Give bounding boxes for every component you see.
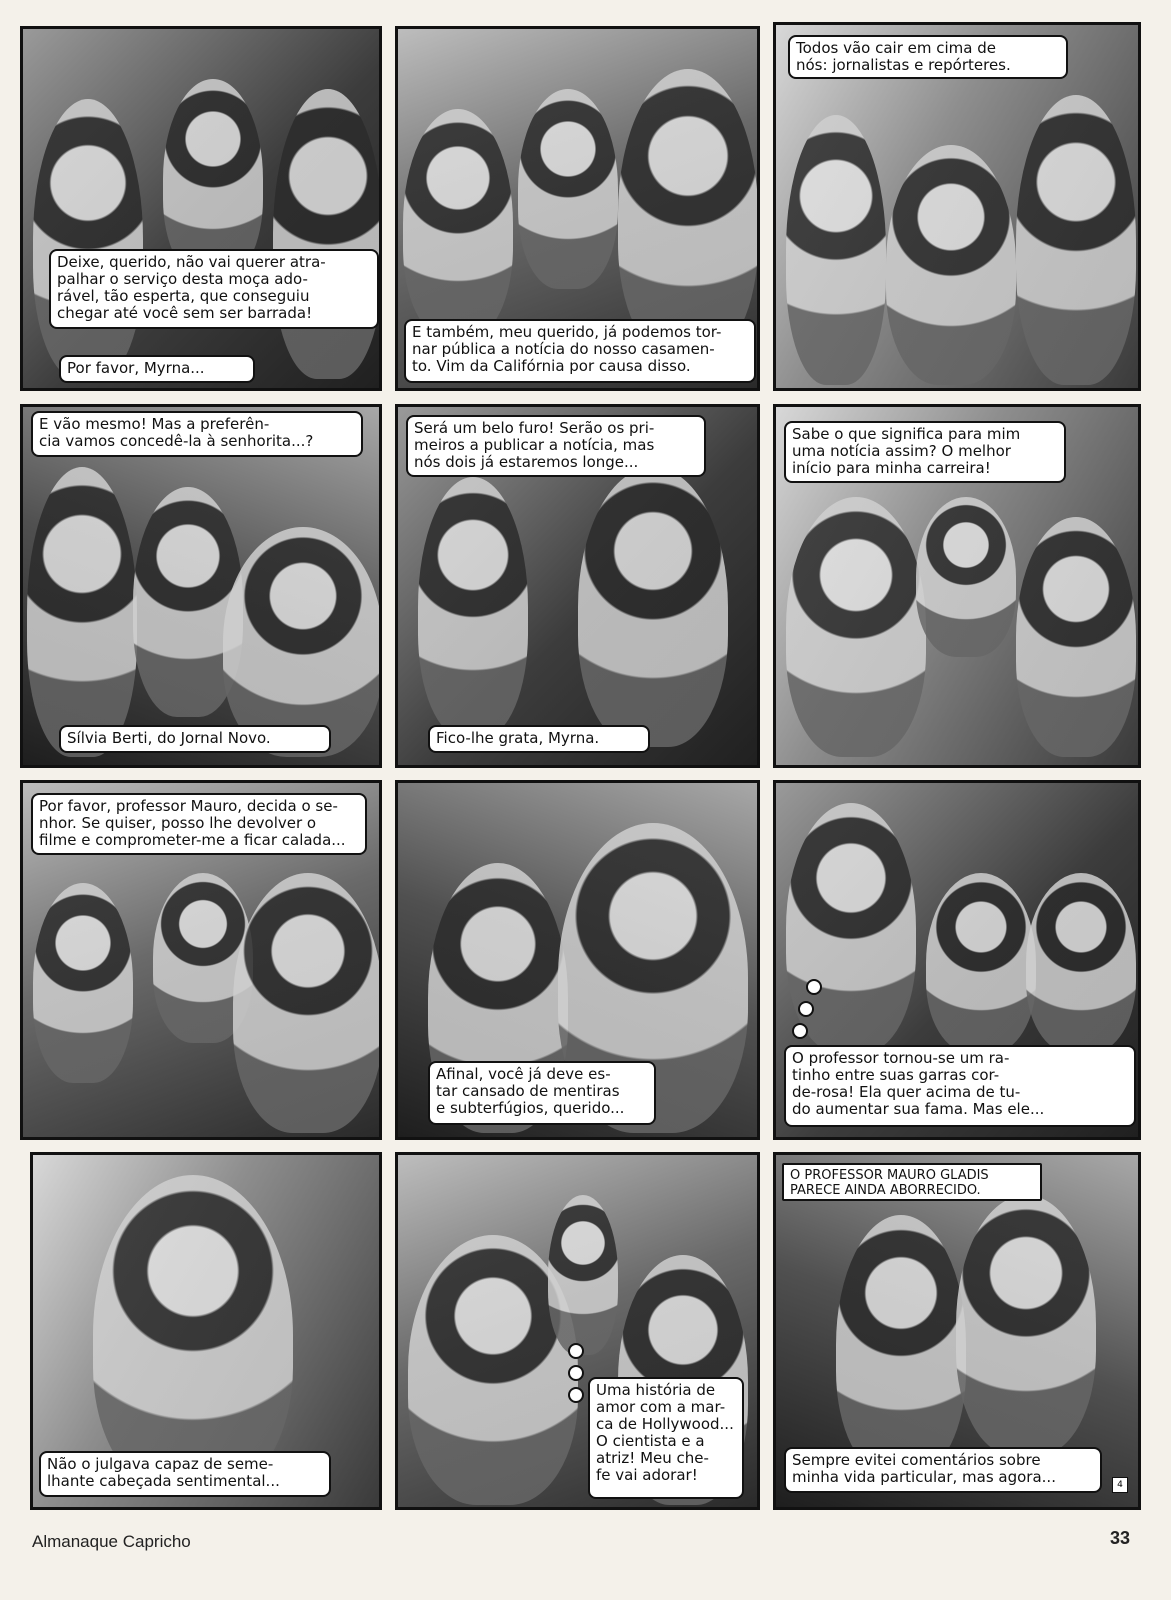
character-figure	[33, 99, 143, 379]
thought-bubble-dot	[798, 1001, 814, 1017]
speech-caption: Por favor, professor Mauro, decida o se- nhor. Se quiser, posso lhe devolver o filme e comprometer-me a ficar calada...	[31, 793, 367, 855]
speech-caption: O professor tornou-se um ra- tinho entre suas garras cor- de-rosa! Ela quer acima de tu- do aumentar sua fama. Mas ele...	[784, 1045, 1136, 1127]
character-figure	[786, 115, 886, 385]
character-figure	[27, 467, 137, 757]
comic-panel-11	[395, 1152, 760, 1510]
character-figure	[548, 1195, 618, 1355]
thought-bubble-dot	[568, 1343, 584, 1359]
speech-caption: Fico-lhe grata, Myrna.	[428, 725, 650, 753]
character-figure	[1026, 873, 1136, 1053]
comic-panel-5	[395, 404, 760, 768]
comic-panel-12	[773, 1152, 1141, 1510]
character-figure	[418, 477, 528, 737]
character-figure	[886, 145, 1016, 385]
character-figure	[956, 1195, 1096, 1455]
comic-panel-8	[395, 780, 760, 1140]
publication-name: Almanaque Capricho	[32, 1532, 191, 1551]
thought-bubble-dot	[568, 1387, 584, 1403]
comic-panel-3	[773, 22, 1141, 391]
character-figure	[273, 89, 382, 379]
comic-panel-1	[20, 26, 382, 391]
speech-caption: Será um belo furo! Serão os pri- meiros a publicar a notícia, mas nós dois já estaremos longe...	[406, 415, 706, 477]
character-figure	[1016, 517, 1136, 757]
character-figure	[233, 873, 382, 1133]
comic-panel-4	[20, 404, 382, 768]
speech-caption: E vão mesmo! Mas a preferên- cia vamos concedê-la à senhorita...?	[31, 411, 363, 457]
page-corner-mark: 4	[1112, 1477, 1128, 1493]
speech-caption: Afinal, você já deve es- tar cansado de mentiras e subterfúgios, querido...	[428, 1061, 656, 1125]
speech-caption: Por favor, Myrna...	[59, 355, 255, 383]
character-figure	[518, 89, 618, 289]
speech-caption: Todos vão cair em cima de nós: jornalistas e repórteres.	[788, 35, 1068, 79]
character-figure	[223, 527, 382, 757]
speech-caption: Sempre evitei comentários sobre minha vida particular, mas agora...	[784, 1447, 1102, 1493]
thought-bubble-dot	[806, 979, 822, 995]
character-figure	[618, 69, 758, 359]
character-figure	[93, 1175, 293, 1495]
page-number: 33	[1110, 1528, 1131, 1548]
character-figure	[926, 873, 1036, 1053]
speech-caption: Uma história de amor com a mar- ca de Hollywood... O cientista e a atriz! Meu che- fe vai adorar!	[588, 1377, 744, 1499]
character-figure	[33, 883, 133, 1083]
comic-panel-9	[773, 780, 1141, 1140]
character-figure	[786, 497, 926, 757]
character-figure	[1016, 95, 1136, 385]
comic-panel-7	[20, 780, 382, 1140]
speech-caption: Sílvia Berti, do Jornal Novo.	[59, 725, 331, 753]
speech-caption: Deixe, querido, não vai querer atra- palhar o serviço desta moça ado- rável, tão esperta, que conseguiu chegar até você sem ser barrada!	[49, 249, 379, 329]
character-figure	[916, 497, 1016, 657]
speech-caption: E também, meu querido, já podemos tor- nar pública a notícia do nosso casamen- to. Vim da Califórnia por causa disso.	[404, 319, 756, 383]
thought-bubble-dot	[568, 1365, 584, 1381]
character-figure	[578, 467, 728, 747]
comic-panel-6	[773, 404, 1141, 768]
speech-caption: Não o julgava capaz de seme- lhante cabeçada sentimental...	[39, 1451, 331, 1497]
character-figure	[836, 1215, 966, 1475]
comic-panel-2	[395, 26, 760, 391]
narration-caption: O PROFESSOR MAURO GLADIS PARECE AINDA ABORRECIDO.	[782, 1163, 1042, 1201]
character-figure	[403, 109, 513, 339]
thought-bubble-dot	[792, 1023, 808, 1039]
speech-caption: Sabe o que significa para mim uma notícia assim? O melhor início para minha carreira!	[784, 421, 1066, 483]
comic-panel-10	[30, 1152, 382, 1510]
